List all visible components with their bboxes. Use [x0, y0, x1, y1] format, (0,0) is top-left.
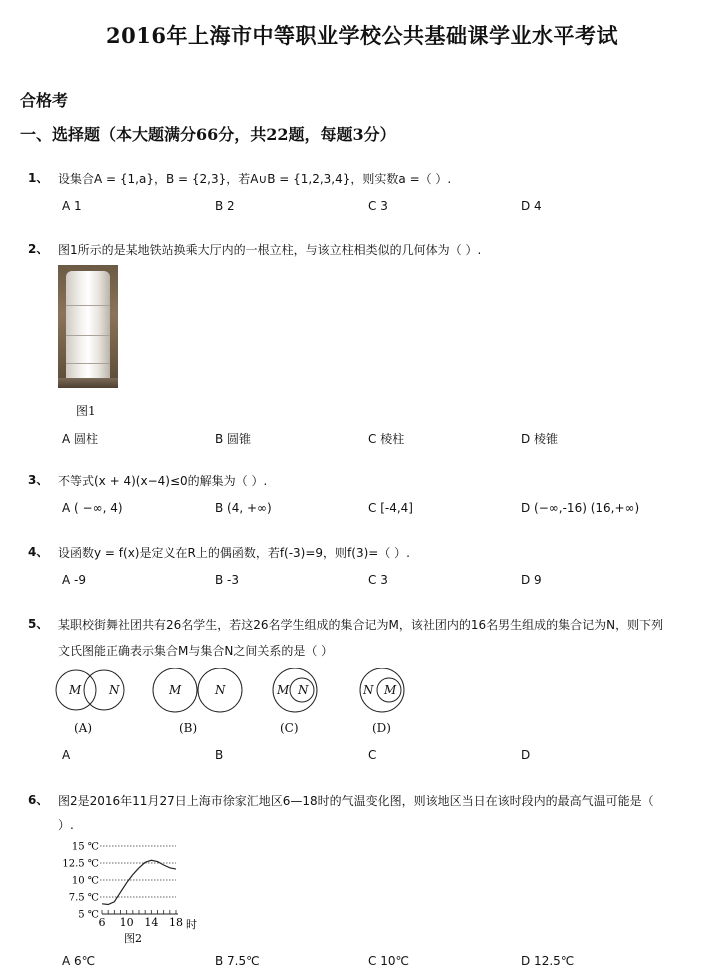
- venn-caption-a: (A): [74, 721, 93, 735]
- temperature-chart: [48, 838, 218, 948]
- venn-a-label-n: N: [109, 683, 120, 697]
- option-b: B -3: [215, 573, 240, 587]
- option-c: C 3: [368, 573, 388, 587]
- y-tick-label: 7.5 ℃: [68, 892, 99, 904]
- option-a: A ( −∞, 4): [62, 501, 123, 515]
- option-a: A 圆柱: [62, 432, 99, 446]
- venn-caption-c: (C): [280, 721, 299, 735]
- x-tick-label: 18: [169, 916, 183, 929]
- option-b: B 2: [215, 199, 235, 213]
- option-c: C 10℃: [368, 954, 409, 968]
- x-tick-label: 6: [98, 916, 106, 929]
- option-c: C: [368, 748, 377, 762]
- figure-caption: 图1: [76, 404, 96, 418]
- option-c: C 棱柱: [368, 432, 405, 446]
- question-text: 设函数y = f(x)是定义在R上的偶函数，若f(-3)=9，则f(3)=（ ）.: [58, 546, 410, 560]
- option-d: D (−∞,-16) (16,+∞): [521, 501, 640, 515]
- option-d: D: [521, 748, 531, 762]
- pillar-photo: [58, 265, 118, 388]
- option-b: B: [215, 748, 224, 762]
- option-c: C [-4,4]: [368, 501, 413, 515]
- question-text-line1: 图2是2016年11月27日上海市徐家汇地区6—18时的气温变化图，则该地区当日在该时段内的最高气温可能是（: [58, 794, 654, 808]
- question-text-line2: ）.: [58, 818, 74, 832]
- y-tick-label: 10 ℃: [71, 875, 99, 887]
- exam-title: 2016年上海市中等职业学校公共基础课学业水平考试: [106, 23, 618, 48]
- x-tick-label: 10: [119, 916, 134, 929]
- venn-caption-b: (B): [179, 721, 198, 735]
- y-tick-label: 12.5 ℃: [62, 858, 99, 870]
- x-tick-label: 14: [144, 916, 159, 929]
- venn-b-label-m: M: [169, 683, 182, 697]
- venn-a-label-m: M: [69, 683, 82, 697]
- option-a: A 1: [62, 199, 82, 213]
- venn-diagrams: [48, 668, 428, 740]
- question-text: 设集合A = {1,a}，B = {2,3}，若A∪B = {1,2,3,4}，则实数a =（ ）.: [58, 172, 452, 186]
- option-a: A: [62, 748, 71, 762]
- option-a: A 6℃: [62, 954, 96, 968]
- option-b: B 圆锥: [215, 432, 252, 446]
- question-text-line1: 某职校街舞社团共有26名学生，若这26名学生组成的集合记为M，该社团内的16名男生组成的集合记为N，则下列: [58, 618, 664, 632]
- option-d: D 棱锥: [521, 432, 559, 446]
- figure-caption: 图2: [124, 932, 142, 945]
- option-c: C 3: [368, 199, 388, 213]
- option-d: D 4: [521, 199, 542, 213]
- x-axis-unit-label: 时: [186, 918, 197, 931]
- venn-b-label-n: N: [215, 683, 226, 697]
- option-d: D 12.5℃: [521, 954, 575, 968]
- option-d: D 9: [521, 573, 542, 587]
- question-text-line2: 文氏图能正确表示集合M与集合N之间关系的是（ ）: [58, 644, 334, 658]
- y-tick-label: 15 ℃: [71, 841, 99, 853]
- option-a: A -9: [62, 573, 86, 587]
- question-number: 3、: [28, 473, 49, 487]
- venn-d-label-m: M: [384, 683, 397, 697]
- y-tick-label: 5 ℃: [78, 909, 99, 921]
- question-number: 4、: [28, 545, 49, 559]
- option-b: B (4, +∞): [215, 501, 272, 515]
- venn-c-label-m: M: [277, 683, 290, 697]
- question-text: 图1所示的是某地铁站换乘大厅内的一根立柱，与该立柱相类似的几何体为（ ）.: [58, 243, 482, 257]
- part-heading: 一、选择题（本大题满分66分，共22题，每题3分）: [20, 125, 396, 144]
- venn-caption-d: (D): [372, 721, 391, 735]
- venn-d-label-n: N: [363, 683, 374, 697]
- section-heading: 合格考: [20, 91, 69, 110]
- temperature-line: [102, 860, 176, 904]
- option-b: B 7.5℃: [215, 954, 260, 968]
- venn-c-label-n: N: [298, 683, 309, 697]
- question-number: 6、: [28, 793, 49, 807]
- question-text: 不等式(x + 4)(x−4)≤0的解集为（ ）.: [58, 474, 268, 488]
- question-number: 5、: [28, 617, 49, 631]
- question-number: 2、: [28, 242, 49, 256]
- question-number: 1、: [28, 171, 49, 185]
